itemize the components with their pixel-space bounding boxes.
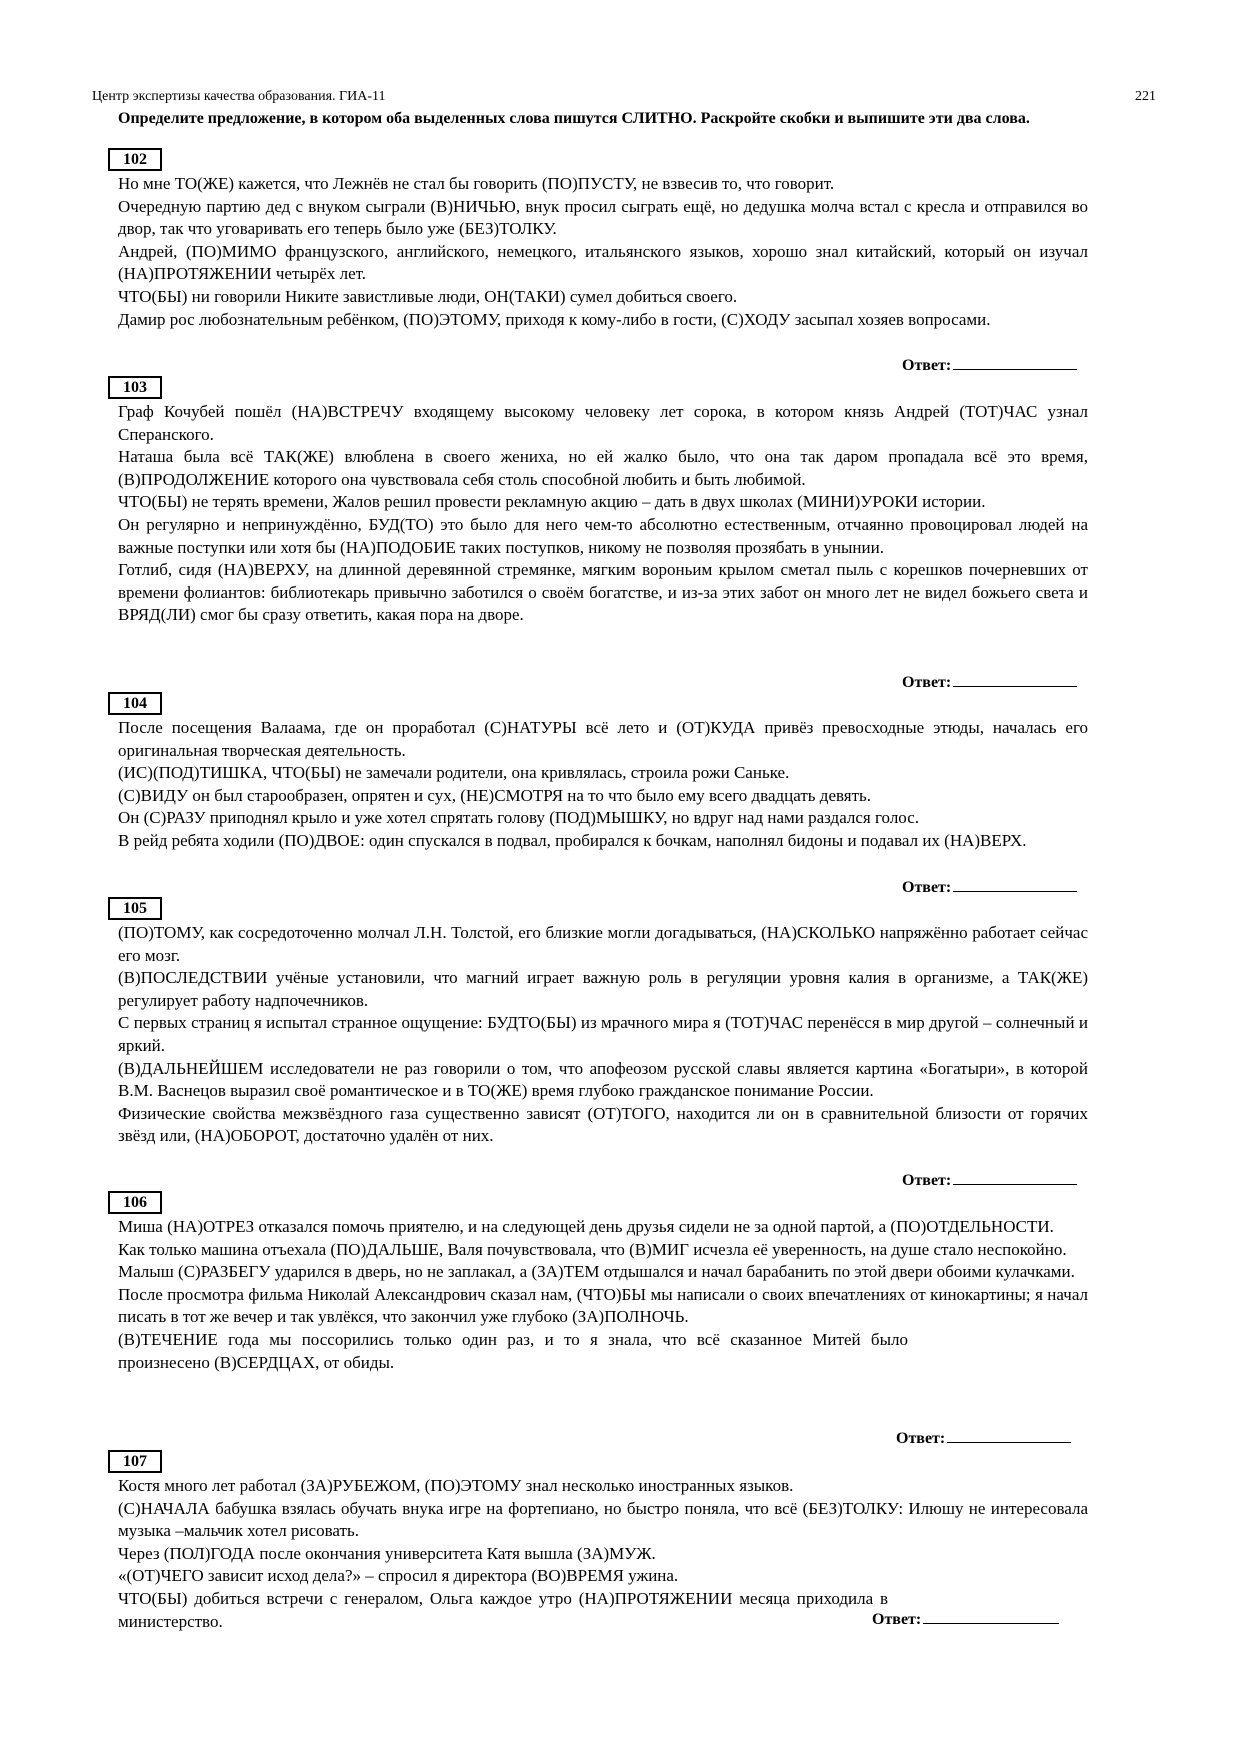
sentence: Миша (НА)ОТРЕЗ отказался помочь приятелю, и на следующей день друзья сидели не за одной партой, а (ПО)ОТДЕЛЬНОСТИ. bbox=[118, 1217, 1054, 1236]
sentence: «(ОТ)ЧЕГО зависит исход дела?» – спросил я директора (ВО)ВРЕМЯ ужина. bbox=[118, 1566, 679, 1586]
sentence: ЧТО(БЫ) не терять времени, Жалов решил провести рекламную акцию – дать в двух школах (МИНИ)УРОКИ истории. bbox=[118, 492, 986, 512]
answer-field[interactable] bbox=[872, 1608, 1059, 1630]
sentence: (В)ПОСЛЕДСТВИИ учёные установили, что магний играет важную роль в регуляции уровня калия в организме, а ТАК(ЖЕ) регулирует работу надпочечников. bbox=[118, 968, 1088, 1010]
answer-field[interactable] bbox=[902, 876, 1077, 898]
sentence: В рейд ребята ходили (ПО)ДВОЕ: один спускался в подвал, пробирался к бочкам, наполнял бидоны и подавал их (НА)ВЕРХ. bbox=[118, 830, 1027, 850]
task-number-box: 103 bbox=[108, 376, 162, 399]
sentence: Граф Кочубей пошёл (НА)ВСТРЕЧУ входящему высокому человеку лет сорока, в котором князь Андрей (ТОТ)ЧАС узнал Сперанского. bbox=[118, 402, 1088, 444]
task-number-box: 107 bbox=[108, 1450, 162, 1473]
page-header bbox=[92, 88, 1156, 106]
sentence: Андрей, (ПО)МИМО французского, английского, немецкого, итальянского языков, хорошо знал китайский, который он изучал (НА)ПРОТЯЖЕНИИ четырёх лет. bbox=[118, 241, 1088, 284]
answer-label: Ответ: bbox=[896, 1430, 946, 1447]
sentence: Готлиб, сидя (НА)ВЕРХУ, на длинной деревянной стремянке, мягким вороньим крылом сметал пыль с корешков почерневших от времени фолиантов: библиотекарь привычно заботился о своём богатстве, и из-за этих забот он много лет не видел божьего света и ВРЯД(ЛИ) смог бы сразу ответить, какая пора на дворе. bbox=[118, 560, 1088, 625]
sentence: (В)ТЕЧЕНИЕ года мы поссорились только один раз, и то я знала, что всё сказанное Митей было произнесено (В)СЕРДЦАХ, от обиды. bbox=[118, 1329, 908, 1372]
sentence: Дамир рос любознательным ребёнком, (ПО)ЭТОМУ, приходя к кому-либо в гости, (С)ХОДУ засыпал хозяев вопросами. bbox=[118, 309, 991, 329]
answer-label: Ответ: bbox=[902, 1172, 952, 1189]
sentence: После просмотра фильма Николай Александрович сказал нам, (ЧТО)БЫ мы написали о своих впечатлениях от кинокартины; я начал писать в тот же вечер и так увлёкся, что закончил уже глубоко (ЗА)ПОЛНОЧЬ. bbox=[118, 1284, 1088, 1327]
answer-line[interactable] bbox=[923, 1608, 1059, 1624]
sentence: Но мне ТО(ЖЕ) кажется, что Лежнёв не стал бы говорить (ПО)ПУСТУ, не взвесив то, что говорит. bbox=[118, 174, 835, 193]
answer-label: Ответ: bbox=[902, 674, 952, 691]
answer-line[interactable] bbox=[953, 671, 1077, 687]
sentence: Через (ПОЛ)ГОДА после окончания университета Катя вышла (ЗА)МУЖ. bbox=[118, 1543, 656, 1563]
answer-field[interactable] bbox=[902, 354, 1077, 376]
answer-label: Ответ: bbox=[902, 879, 952, 896]
task-number-box: 102 bbox=[108, 148, 162, 171]
answer-field[interactable] bbox=[896, 1427, 1071, 1449]
sentence: (С)НАЧАЛА бабушка взялась обучать внука игре на фортепиано, но быстро поняла, что всё (БЕЗ)ТОЛКУ: Илюшу не интересовала музыка –мальчик хотел рисовать. bbox=[118, 1498, 1088, 1541]
page-number: 221 bbox=[1135, 89, 1156, 104]
sentence: (ПО)ТОМУ, как сосредоточенно молчал Л.Н. Толстой, его близкие могли догадываться, (НА)СКОЛЬКО напряжённо работает сейчас его мозг. bbox=[118, 923, 1088, 965]
sentence: Очередную партию дед с внуком сыграли (В)НИЧЬЮ, внук просил сыграть ещё, но дедушка молча встал с кресла и отправился во двор, так что уговаривать его теперь было уже (БЕЗ)ТОЛКУ. bbox=[118, 196, 1088, 239]
task-instruction: Определите предложение, в котором оба выделенных слова пишутся СЛИТНО. Раскройте скобки и выпишите эти два слова. bbox=[118, 110, 1030, 127]
sentence: Наташа была всё ТАК(ЖЕ) влюблена в своего жениха, но ей жалко было, что она так даром пропадала всё это время, (В)ПРОДОЛЖЕНИЕ которого она чувствовала себя столь способной любить и быть любимой. bbox=[118, 447, 1088, 489]
sentence: После посещения Валаама, где он проработал (С)НАТУРЫ всё лето и (ОТ)КУДА привёз превосходные этюды, началась его оригинальная творческая деятельность. bbox=[118, 718, 1088, 760]
answer-line[interactable] bbox=[953, 876, 1077, 892]
task-sentences bbox=[118, 922, 1088, 1148]
task-sentences bbox=[118, 173, 1088, 331]
task-number-box: 105 bbox=[108, 897, 162, 920]
sentence: Физические свойства межзвёздного газа существенно зависят (ОТ)ТОГО, находится ли он в сравнительной близости от горячих звёзд или, (НА)ОБОРОТ, достаточно удалён от них. bbox=[118, 1103, 1088, 1146]
answer-line[interactable] bbox=[953, 354, 1077, 370]
header-title: Центр экспертизы качества образования. ГИА-11 bbox=[92, 89, 386, 104]
sentence: Он регулярно и непринуждённо, БУД(ТО) это было для него чем-то абсолютно естественным, отчаянно провоцировал людей на важные поступки или хотя бы (НА)ПОДОБИЕ таких поступков, никому не позволяя прозябать в унынии. bbox=[118, 514, 1088, 557]
answer-label: Ответ: bbox=[902, 357, 952, 374]
task-sentences bbox=[118, 1216, 1088, 1374]
sentence: (ИС)(ПОД)ТИШКА, ЧТО(БЫ) не замечали родители, она кривлялась, строила рожи Саньке. bbox=[118, 763, 790, 783]
sentence: Он (С)РАЗУ приподнял крыло и уже хотел спрятать голову (ПОД)МЫШКУ, но вдруг над нами раздался голос. bbox=[118, 808, 920, 828]
sentence: Костя много лет работал (ЗА)РУБЕЖОМ, (ПО)ЭТОМУ знал несколько иностранных языков. bbox=[118, 1476, 794, 1495]
sentence: (С)ВИДУ он был старообразен, опрятен и сух, (НЕ)СМОТРЯ на то что было ему всего двадцать девять. bbox=[118, 785, 872, 805]
task-sentences bbox=[118, 717, 1088, 853]
answer-line[interactable] bbox=[947, 1427, 1071, 1443]
sentence: (В)ДАЛЬНЕЙШЕМ исследователи не раз говорили о том, что апофеозом русской славы является картина «Богатыри», в которой В.М. Васнецов выразил своё романтическое и в ТО(ЖЕ) время глубоко гражданское понимание России. bbox=[118, 1058, 1088, 1101]
answer-field[interactable] bbox=[902, 671, 1077, 693]
sentence: С первых страниц я испытал странное ощущение: БУДТО(БЫ) из мрачного мира я (ТОТ)ЧАС перенёсся в мир другой – солнечный и яркий. bbox=[118, 1013, 1088, 1055]
sentence: ЧТО(БЫ) ни говорили Никите завистливые люди, ОН(ТАКИ) сумел добиться своего. bbox=[118, 286, 738, 306]
answer-label: Ответ: bbox=[872, 1611, 922, 1628]
sentence: Малыш (С)РАЗБЕГУ ударился в дверь, но не заплакал, а (ЗА)ТЕМ отдышался и начал барабанить по этой двери обоими кулачками. bbox=[118, 1262, 1075, 1282]
sentence: Как только машина отъехала (ПО)ДАЛЬШЕ, Валя почувствовала, что (В)МИГ исчезла её уверенность, на душе стало неспокойно. bbox=[118, 1239, 1067, 1259]
answer-field[interactable] bbox=[902, 1169, 1077, 1191]
sentence: ЧТО(БЫ) добиться встречи с генералом, Ольга каждое утро (НА)ПРОТЯЖЕНИИ месяца приходила в министерство. bbox=[118, 1588, 888, 1631]
task-number-box: 104 bbox=[108, 692, 162, 715]
task-sentences bbox=[118, 401, 1088, 627]
answer-line[interactable] bbox=[953, 1169, 1077, 1185]
task-number-box: 106 bbox=[108, 1191, 162, 1214]
